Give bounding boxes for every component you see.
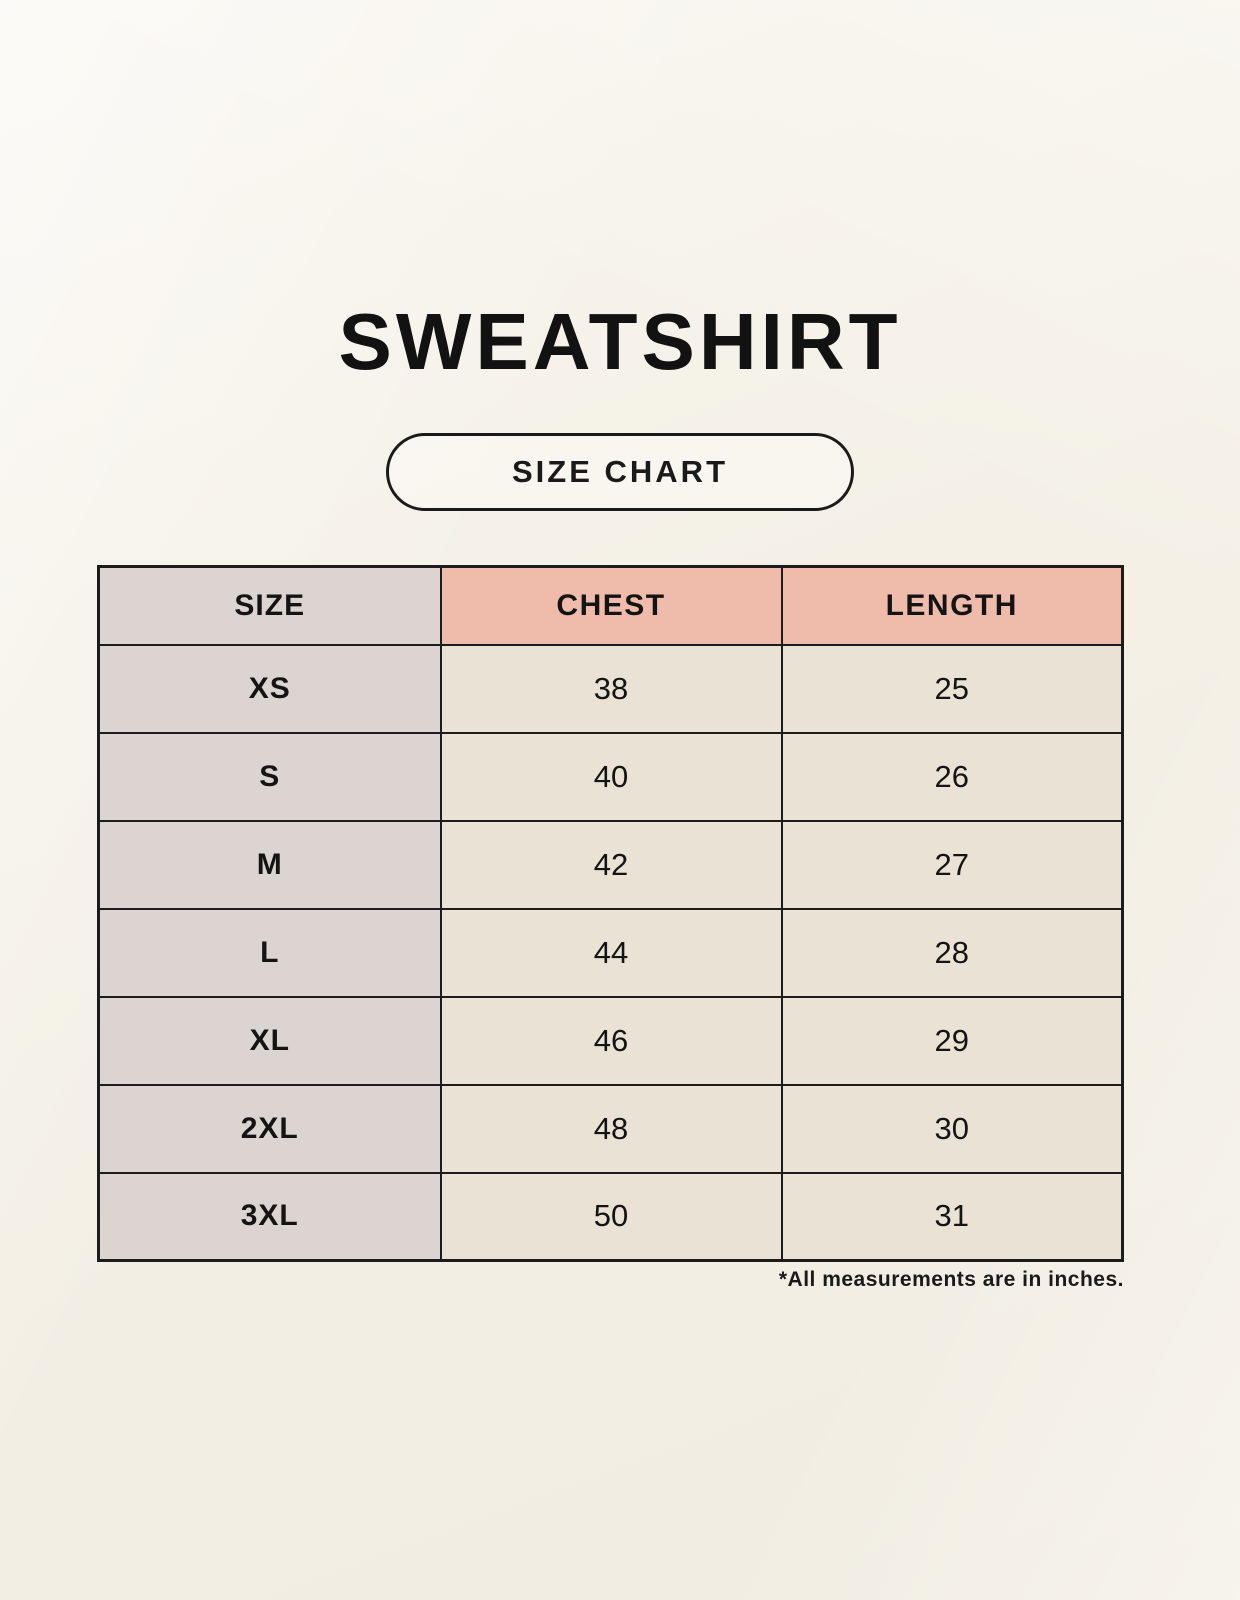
size-label: M <box>99 821 441 909</box>
size-label: XL <box>99 997 441 1085</box>
length-value: 26 <box>782 733 1123 821</box>
table-row <box>99 821 1123 909</box>
chest-value: 48 <box>441 1085 782 1173</box>
measurements-note: *All measurements are in inches. <box>778 1268 1124 1291</box>
table-row <box>99 909 1123 997</box>
page-title: SWEATSHIRT <box>338 297 902 386</box>
size-label: S <box>99 733 441 821</box>
length-value: 30 <box>782 1085 1123 1173</box>
chest-value: 46 <box>441 997 782 1085</box>
length-value: 31 <box>782 1173 1123 1261</box>
table-row <box>99 733 1123 821</box>
size-chart-badge-label: SIZE CHART <box>512 454 728 489</box>
size-label: 2XL <box>99 1085 441 1173</box>
size-label: 3XL <box>99 1173 441 1261</box>
chest-value: 44 <box>441 909 782 997</box>
table-row <box>99 1085 1123 1173</box>
column-header-chest: CHEST <box>441 567 782 645</box>
table-row <box>99 1173 1123 1261</box>
length-value: 27 <box>782 821 1123 909</box>
size-label: XS <box>99 645 441 733</box>
size-chart-badge <box>386 433 854 511</box>
size-label: L <box>99 909 441 997</box>
length-value: 29 <box>782 997 1123 1085</box>
column-header-size: SIZE <box>99 567 441 645</box>
length-value: 28 <box>782 909 1123 997</box>
size-table <box>97 565 1124 1262</box>
length-value: 25 <box>782 645 1123 733</box>
chest-value: 50 <box>441 1173 782 1261</box>
chest-value: 42 <box>441 821 782 909</box>
table-header-row <box>99 567 1123 645</box>
chest-value: 38 <box>441 645 782 733</box>
table-row <box>99 645 1123 733</box>
chest-value: 40 <box>441 733 782 821</box>
table-row <box>99 997 1123 1085</box>
column-header-length: LENGTH <box>782 567 1123 645</box>
